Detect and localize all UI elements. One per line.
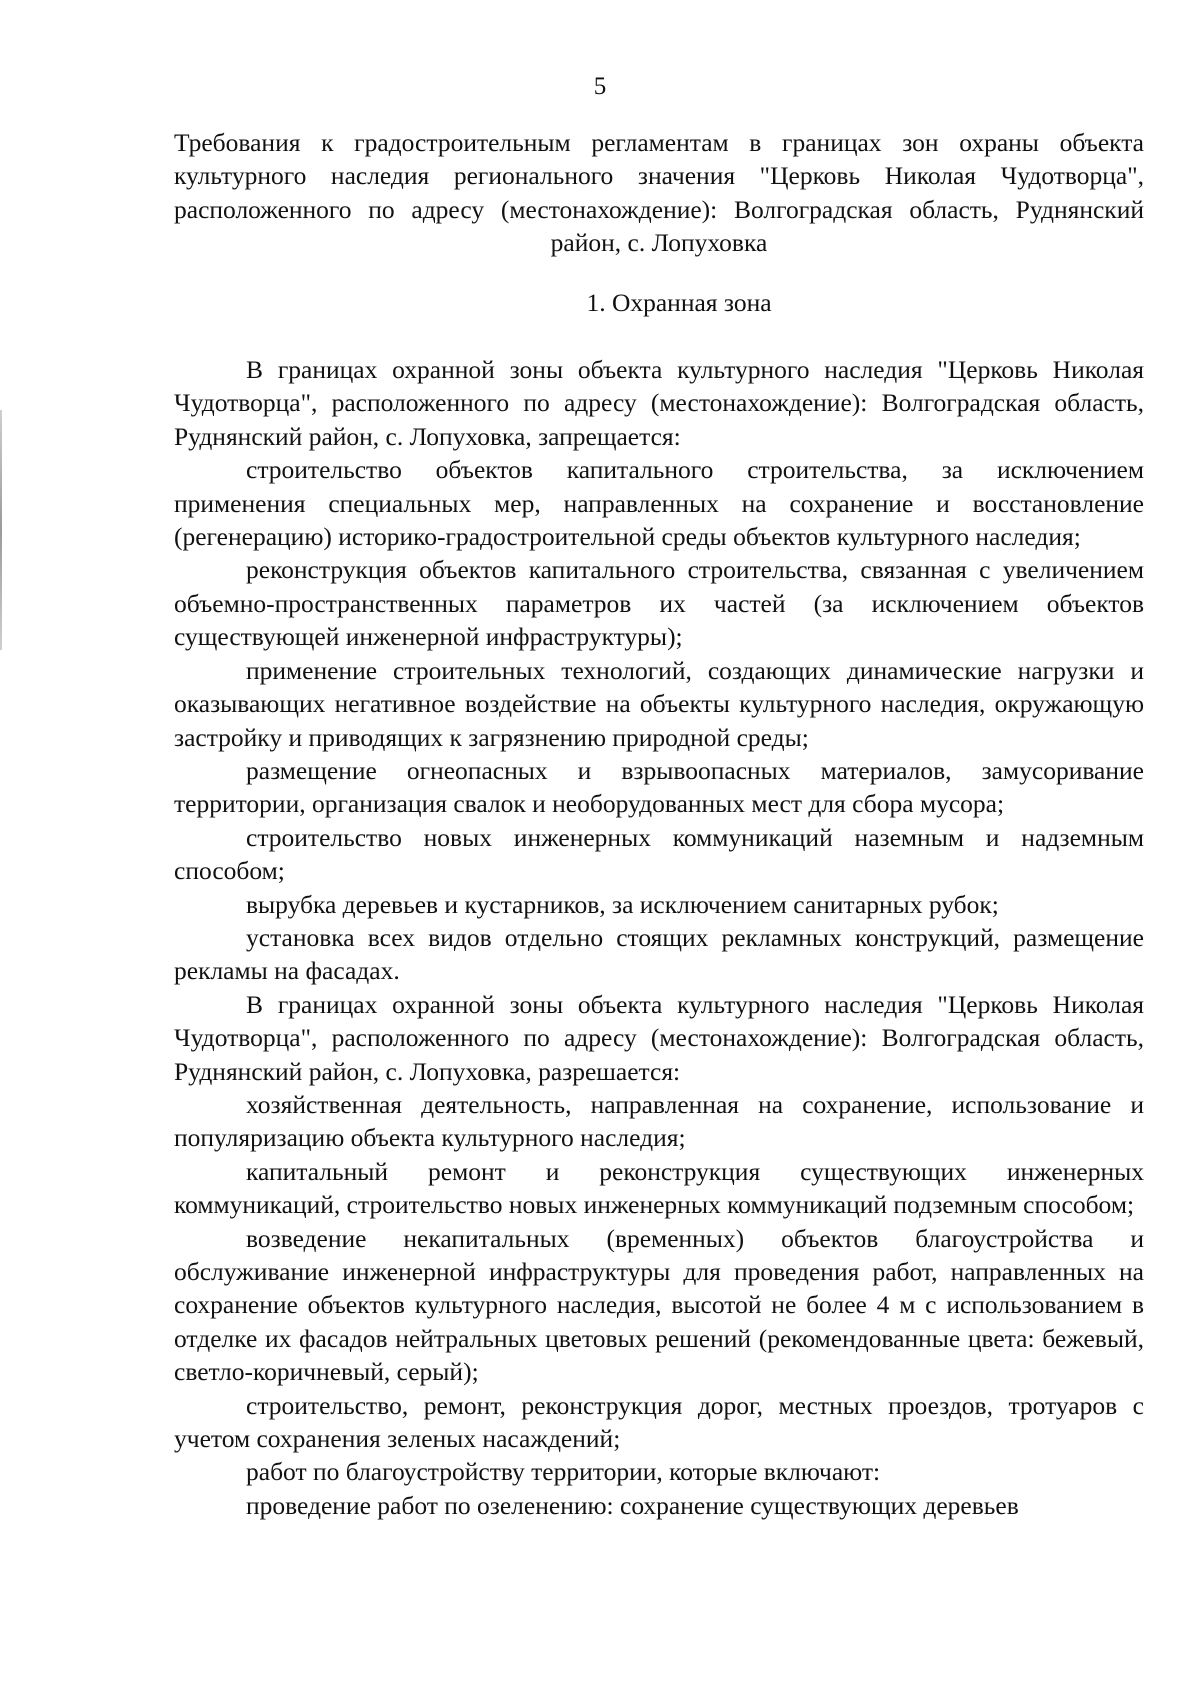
paragraph-item: капитальный ремонт и реконструкция существующих инженерных коммуникаций, строительство новых инженерных коммуникаций подземным способом;: [174, 1156, 1144, 1220]
paragraph-item: строительство объектов капитального строительства, за исключением применения специальных мер, направленных на сохранение и восстановление (регенерацию) историко-градостроительной среды объектов культурного наследия;: [174, 455, 1144, 552]
paragraph-item: строительство новых инженерных коммуникаций наземным и надземным способом;: [174, 822, 1144, 886]
paragraph-item: установка всех видов отдельно стоящих рекламных конструкций, размещение рекламы на фасадах.: [174, 922, 1144, 986]
paragraph-item: реконструкция объектов капитального строительства, связанная с увеличением объемно-пространственных параметров их частей (за исключением объектов существующей инженерной инфраструктуры);: [174, 555, 1144, 652]
paragraph-item: хозяйственная деятельность, направленная на сохранение, использование и популяризацию объекта культурного наследия;: [174, 1089, 1144, 1153]
document-body: [174, 126, 1144, 1522]
paragraph-item: вырубка деревьев и кустарников, за исключением санитарных рубок;: [246, 889, 999, 919]
section-heading: 1. Охранная зона: [586, 287, 772, 317]
paragraph-item: работ по благоустройству территории, которые включают:: [246, 1457, 881, 1487]
paragraph-item: возведение некапитальных (временных) объектов благоустройства и обслуживание инженерной инфраструктуры для проведения работ, направленных на сохранение объектов культурного наследия, высотой не более 4 м с использованием в отделке их фасадов нейтральных цветовых решений (рекомендованные цвета: бежевый, светло-коричневый, серый);: [174, 1223, 1144, 1387]
scan-edge-artifact: [0, 410, 2, 650]
paragraph-prohibited-intro: В границах охранной зоны объекта культурного наследия "Церковь Николая Чудотворца", расположенного по адресу (местонахождение): Волгоградская область, Руднянский район, с. Лопуховка, запрещается:: [174, 355, 1144, 451]
paragraph-allowed-intro: В границах охранной зоны объекта культурного наследия "Церковь Николая Чудотворца", расположенного по адресу (местонахождение): Волгоградская область, Руднянский район, с. Лопуховка, разрешается:: [174, 989, 1144, 1086]
paragraph-item: применение строительных технологий, создающих динамические нагрузки и оказывающих негативное воздействие на объекты культурного наследия, окружающую застройку и приводящих к загрязнению природной среды;: [174, 655, 1144, 752]
document-title: Требования к градостроительным регламентам в границах зон охраны объекта культурного наследия регионального значения "Церковь Николая Чудотворца", расположенного по адресу (местонахождение): Волгоградская область, Руднянский район, с. Лопуховка: [174, 128, 1144, 258]
paragraph-item: строительство, ремонт, реконструкция дорог, местных проездов, тротуаров с учетом сохранения зеленых насаждений;: [174, 1390, 1144, 1454]
page-number: 5: [593, 73, 607, 100]
paragraph-item: размещение огнеопасных и взрывоопасных материалов, замусоривание территории, организация свалок и необорудованных мест для сбора мусора;: [174, 755, 1144, 819]
paragraph-item: проведение работ по озеленению: сохранение существующих деревьев: [246, 1490, 1019, 1520]
